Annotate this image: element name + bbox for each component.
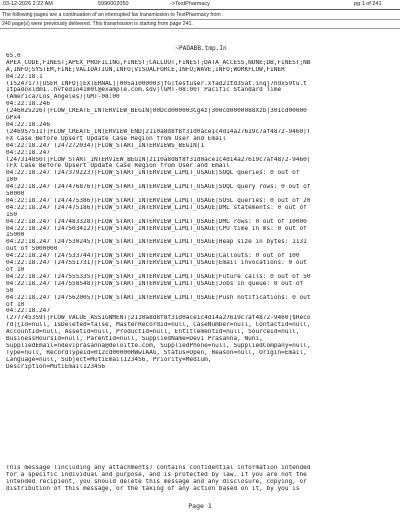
page-number: Page 1	[188, 502, 212, 510]
text-line: of 10	[6, 267, 25, 273]
text-line: AccountId=null, AssetId=null, ProductId=null, EntitlementId=null, SourceId=null,	[6, 329, 300, 336]
text-line: (247314850)|FLOW_START_INTERVIEW_BEGIN|2110a8d8f8f31d0ace1c4d14a27619c7af4872-9460|	[6, 156, 311, 163]
text-line: 04:22:18.247 (247475186)|FLOW_START_INTERVIEW_LIMIT_USAGE|DML statements: 0 out of	[6, 204, 307, 211]
text-line: 50000	[6, 191, 25, 198]
notice-line-1: The following pages are a continuation of an interrupted fax transmission to TestPharmacy from .	[0, 11, 400, 20]
text-line: 04:22:18.247 (247272034)|FLOW_START_INTERVIEWS_BEGIN|1	[6, 142, 205, 149]
fax-recipient: ->TestPharmacy	[170, 1, 210, 7]
text-line: 04:22:18.247 (247475386)|FLOW_START_INTERVIEW_LIMIT_USAGE|SOSL queries: 0 out of 20	[6, 197, 311, 204]
text-line: BusinessHoursId=null, ParentId=null, SuppliedName=Devi Prasanna, Nuni,	[6, 336, 263, 343]
text-line: 150	[6, 211, 18, 218]
text-line: rd|{Id=null, IsDeleted=false, MasterRecordId=null, CaseNumber=null, ContactId=null,	[6, 322, 311, 329]
text-line: 100	[6, 177, 18, 184]
disclaimer-lines	[6, 465, 396, 493]
fax-page-info: pg 1 of 241	[354, 1, 382, 7]
text-line: 04:22:18.247	[6, 308, 51, 315]
text-line: 04:22:18.247 (247503412)|FLOW_START_INTERVIEW_LIMIT_USAGE|CPU time in ms: 0 out of	[6, 225, 307, 232]
text-line: APEX_CODE,FINEST;APEX_PROFILING,FINEST;CALLOUT,FINEST;DATA_ACCESS,NONE;DB,FINEST;NB	[6, 59, 311, 66]
text-line: (246957511)|FLOW_CREATE_INTERVIEW_END|2110a8d8f8f31d0ace1c4d14a27619c7af4872-9460|T	[6, 128, 311, 135]
text-line: A,INFO;SYSTEM,FINE;VALIDATION,INFO;VISUALFORCE,INFO;WAVE,INFO;WORKFLOW,FINER	[6, 66, 285, 73]
text-line: for a specific individual and purpose, and is protected by law. If you are not the	[6, 471, 307, 478]
text-line: (America/Los_Angeles)|GMT-08:00	[6, 94, 120, 101]
text-line: 50	[6, 287, 14, 294]
text-line: Type=null, RecordTypeId=012cd00000RWwiAAG, Status=Open, Reason=null, Origin=Email,	[6, 349, 307, 356]
text-line: (277745359)|FLOW_VALUE_ASSIGNMENT|2110a8d8f8f31d0ace1c4d14a27619c7af4872-9460|$Reco	[6, 315, 311, 322]
text-line: 04:22:18.247	[6, 149, 51, 156]
fax-number: 5990002050	[98, 1, 129, 7]
text-line: 04:22:18.247 (247476876)|FLOW_START_INTERVIEW_LIMIT_USAGE|SOQL query rows: 0 out of	[6, 184, 311, 191]
text-line: 04:22:18.247 (247562005)|FLOW_START_INTERVIEW_LIMIT_USAGE|Push notifications: 0 out	[6, 294, 311, 301]
text-line: 04:22:18.247 (247483328)|FLOW_START_INTERVIEW_LIMIT_USAGE|DML rows: 0 out of 10000	[6, 218, 307, 225]
fax-header	[0, 0, 400, 10]
text-line: 04:22:18.246	[6, 121, 51, 128]
text-line: distribution of this message, or the taking of any action based on it, by you is	[6, 485, 300, 492]
text-line: (1524717)|USER_INFO|[EXTERNAL]|005a1000003jfG|testuser.xfad21td35at.inqj7hdx59tu.t	[6, 80, 307, 87]
text-line: 15000	[6, 232, 25, 239]
fax-datetime: 03-12-2026 2:22 AM	[3, 1, 53, 7]
text-line: 04:22:18.247 (247551731)|FLOW_START_INTERVIEW_LIMIT_USAGE|Email invocations: 0 out	[6, 260, 307, 267]
text-line: 04:22:18.247 (247379223)|FLOW_START_INTERVIEW_LIMIT_USAGE|SOQL queries: 0 out of	[6, 170, 300, 177]
text-line: FX Case Before Upsert Update Case Region from User and Email	[6, 135, 227, 142]
text-line: (246025226)|FLOW_CREATE_INTERVIEW_BEGIN|00Dcd000003Cg4z|300cd0000088Xzb|301cd00000	[6, 108, 307, 115]
text-line: 04:22:18.1	[6, 73, 43, 80]
text-line: 04:22:18.247 (247558548)|FLOW_START_INTERVIEW_LIMIT_USAGE|Jobs in queue: 0 out of	[6, 280, 304, 287]
transmission-notice	[0, 11, 400, 29]
log-lines	[6, 53, 396, 371]
text-line: 1tpadoxldm1..hvfed1o41m0l@example.com.sdv|(GMT-08:00) Pacific Standard Time	[6, 87, 282, 94]
text-line: of 10	[6, 301, 25, 308]
text-line: 65.0	[6, 52, 21, 59]
text-line: Language=null, Subject=MutiEmail123456, Priority=Medium,	[6, 356, 212, 363]
text-line: TFX Case Before Upsert Update Case Region from User and Email	[6, 163, 230, 170]
debug-log	[6, 46, 396, 371]
confidentiality-disclaimer	[6, 465, 396, 493]
text-line: 04:22:18.246	[6, 101, 51, 108]
text-line: out of 5000000	[6, 246, 58, 253]
text-line: intended recipient, you should delete this message and any disclosure, copying, or	[6, 478, 307, 485]
text-line: 04:22:18.247 (247530245)|FLOW_START_INTERVIEW_LIMIT_USAGE|Heap size in bytes: 1131	[6, 239, 307, 246]
notice-line-2: 240 page(s) were previously delivered. This transmission is starting from page 241.	[0, 20, 400, 29]
text-line: This message (including any attachments) contains confidential information intended	[6, 465, 311, 471]
log-title: ~PADABB.tmp.In	[175, 45, 227, 52]
text-line: 04:22:18.247 (247555335)|FLOW_START_INTERVIEW_LIMIT_USAGE|Future calls: 0 out of 50	[6, 273, 311, 280]
text-line: Description=MutiEmail123456	[6, 363, 106, 370]
text-line: 04:22:18.247 (247533744)|FLOW_START_INTERVIEW_LIMIT_USAGE|Callouts: 0 out of 100	[6, 253, 300, 260]
text-line: SuppliedEmail=ndeviprasanna@deloitte.com, SuppliedPhone=null, SuppliedCompany=null,	[6, 342, 311, 349]
text-line: GPx4	[6, 115, 21, 122]
